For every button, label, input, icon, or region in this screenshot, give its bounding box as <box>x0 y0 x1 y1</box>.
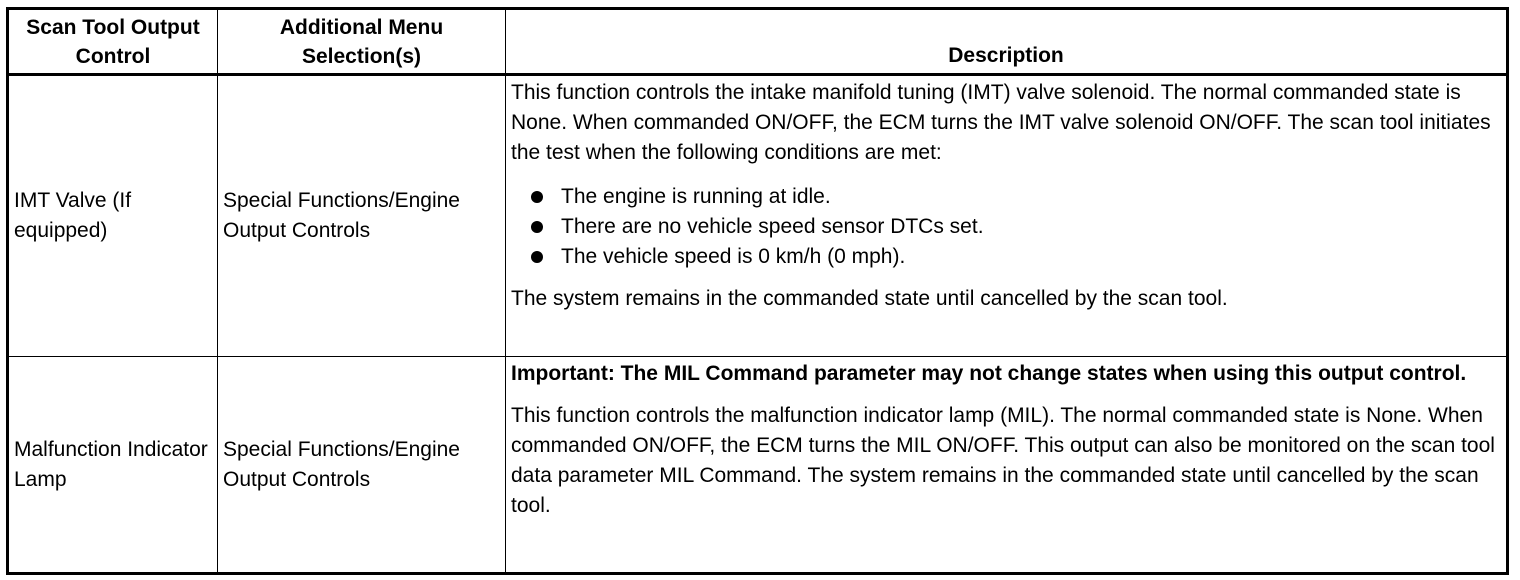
bullet-icon <box>531 191 543 203</box>
condition-text: The engine is running at idle. <box>561 185 831 208</box>
description-body: This function controls the malfunction indicator lamp (MIL). The normal commanded state is None. When commanded ON/OFF, the ECM turns the MIL ON/OFF. This output can also be monitored on the scan tool data parameter MIL Command. The system remains in the commanded state until cancelled by the scan tool. <box>511 404 1495 517</box>
menu-selection: Special Functions/Engine Output Controls <box>218 357 506 574</box>
output-controls-table <box>6 7 1509 575</box>
header-description: Description <box>506 9 1508 75</box>
table-row <box>8 357 1508 574</box>
description-outro: The system remains in the commanded state until cancelled by the scan tool. <box>511 287 1228 310</box>
header-scan-tool-output-control: Scan Tool Output Control <box>8 9 218 75</box>
description-cell <box>506 75 1508 357</box>
list-item <box>529 242 1501 272</box>
menu-selection: Special Functions/Engine Output Controls <box>218 75 506 357</box>
bullet-icon <box>531 221 543 233</box>
header-row <box>8 9 1508 75</box>
table-row <box>8 75 1508 357</box>
important-note: Important: The MIL Command parameter may not change states when using this output control. <box>511 362 1467 385</box>
condition-text: The vehicle speed is 0 km/h (0 mph). <box>561 245 906 268</box>
condition-text: There are no vehicle speed sensor DTCs set. <box>561 215 984 238</box>
output-control-name: Malfunction Indicator Lamp <box>8 357 218 574</box>
bullet-icon <box>531 251 543 263</box>
conditions-list <box>511 182 1501 272</box>
description-intro: This function controls the intake manifold tuning (IMT) valve solenoid. The normal commanded state is None. When commanded ON/OFF, the ECM turns the IMT valve solenoid ON/OFF. The scan tool initiates the test when the following conditions are met: <box>511 81 1491 164</box>
header-additional-menu-selections: Additional Menu Selection(s) <box>218 9 506 75</box>
list-item <box>529 212 1501 242</box>
output-control-name: IMT Valve (If equipped) <box>8 75 218 357</box>
list-item <box>529 182 1501 212</box>
description-cell <box>506 357 1508 574</box>
